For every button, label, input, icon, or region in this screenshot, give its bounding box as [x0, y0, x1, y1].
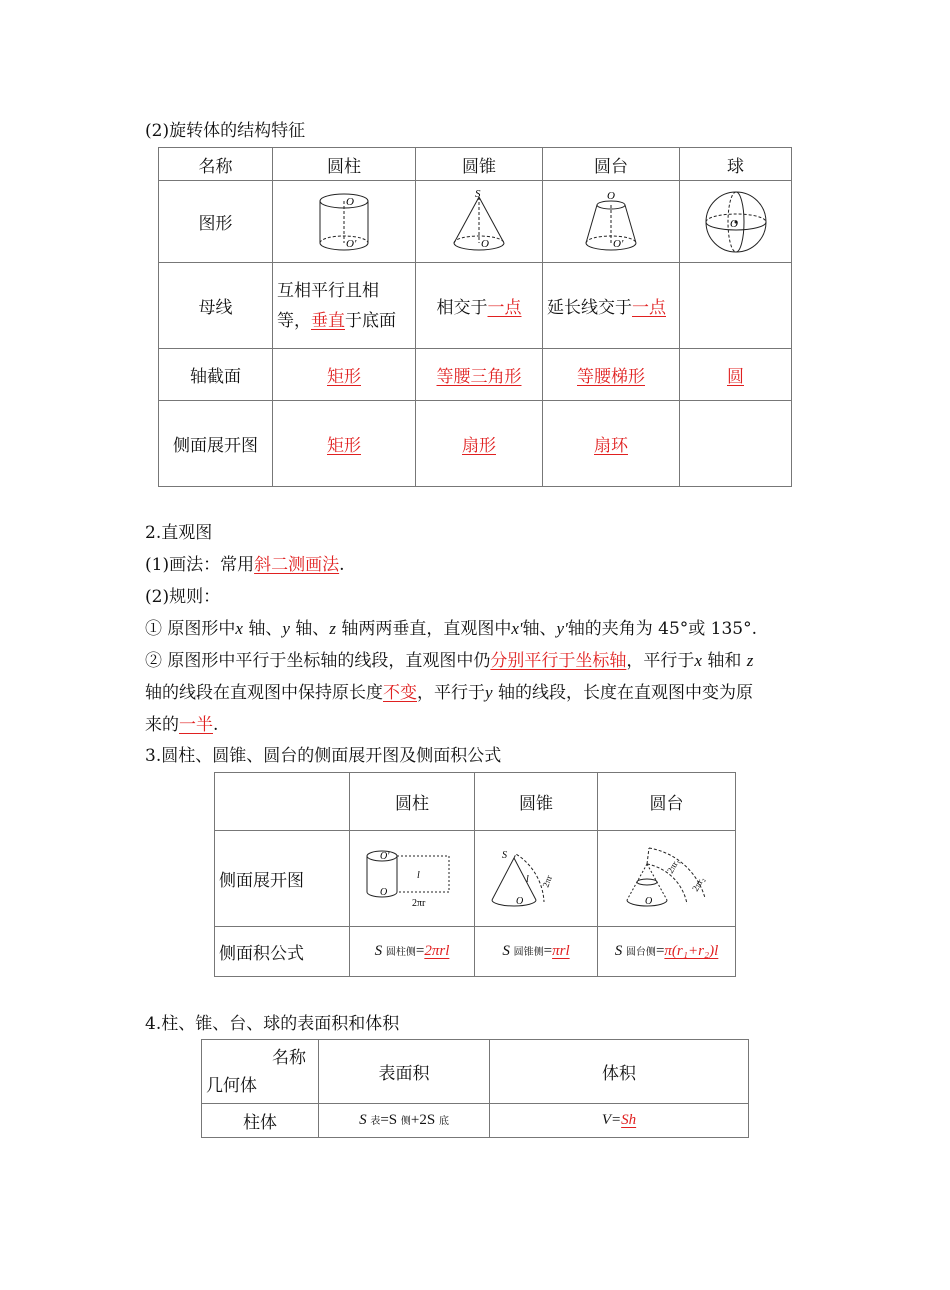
lateral-area-table	[214, 772, 736, 977]
cone-area-formula: S 圆锥侧=πrl	[475, 927, 598, 977]
section-4-title: 4.柱、锥、台、球的表面积和体积	[145, 1014, 400, 1034]
frustum-figure	[543, 181, 680, 263]
cylinder-figure	[273, 181, 416, 263]
header-frustum: 圆台	[598, 773, 736, 831]
sphere-generatrix	[680, 263, 792, 349]
section-heading-rotation: (2)旋转体的结构特征	[145, 121, 306, 141]
answer-blank: πrl	[552, 943, 570, 959]
answer-blank: 扇形	[462, 436, 496, 456]
row-label-axial: 轴截面	[159, 349, 273, 401]
prism-volume-formula: V=Sh	[490, 1104, 749, 1138]
rotation-bodies-table	[158, 147, 792, 487]
svg-text:O': O'	[346, 237, 357, 250]
answer-blank: 矩形	[327, 436, 361, 456]
header-cone: 圆锥	[475, 773, 598, 831]
svg-text:O: O	[607, 189, 615, 202]
header-cone: 圆锥	[416, 148, 543, 181]
row-label-prism: 柱体	[202, 1104, 319, 1138]
section-2-title: 2.直观图	[145, 523, 213, 543]
svg-text:l: l	[526, 873, 529, 885]
svg-text:O: O	[644, 895, 652, 907]
answer-blank: 斜二测画法	[254, 555, 340, 575]
header-volume: 体积	[490, 1040, 749, 1104]
header-frustum: 圆台	[543, 148, 680, 181]
row-label-figure: 图形	[159, 181, 273, 263]
svg-text:O': O'	[613, 237, 624, 250]
header-sphere: 球	[680, 148, 792, 181]
answer-blank: π(r₁+r₂)l	[664, 943, 719, 959]
answer-blank: 一半	[179, 715, 213, 735]
svg-text:O': O'	[380, 850, 390, 862]
svg-text:O: O	[516, 895, 524, 907]
answer-blank: 分别平行于坐标轴	[490, 651, 627, 671]
surface-volume-table	[201, 1039, 749, 1138]
header-cylinder: 圆柱	[273, 148, 416, 181]
sphere-lateral	[680, 401, 792, 487]
header-surface: 表面积	[319, 1040, 490, 1104]
sec2-rule-2-end: 来的一半.	[145, 715, 219, 735]
prism-surface-formula: S 表=S 侧+2S 底	[319, 1104, 490, 1138]
answer-blank: 等腰梯形	[577, 367, 645, 387]
sec2-rule-1: ① 原图形中x 轴、y 轴、z 轴两两垂直，直观图中x'轴、y'轴的夹角为 45°或 135°.	[145, 619, 758, 639]
row-label-generatrix: 母线	[159, 263, 273, 349]
answer-blank: 不变	[383, 683, 417, 703]
svg-text:2πr: 2πr	[412, 897, 426, 909]
svg-text:S: S	[502, 849, 507, 861]
frustum-area-formula: S 圆台侧=π(r₁+r₂)l	[598, 927, 736, 977]
header-cylinder: 圆柱	[350, 773, 475, 831]
svg-text:S: S	[475, 188, 481, 200]
cone-generatrix: 相交于一点	[416, 263, 543, 349]
svg-text:O: O	[346, 195, 354, 208]
sec2-rule-2-cont: 轴的线段在直观图中保持原长度不变，平行于y 轴的线段，长度在直观图中变为原	[145, 683, 753, 703]
svg-text:2πr₂: 2πr₂	[689, 874, 706, 893]
frustum-unfold-figure	[598, 831, 736, 927]
sphere-figure	[680, 181, 792, 263]
answer-blank: 2πrl	[424, 943, 450, 959]
svg-text:O: O	[380, 886, 388, 898]
answer-blank: 矩形	[327, 367, 361, 387]
cylinder-unfold-figure	[350, 831, 475, 927]
sec2-rule-2: ② 原图形中平行于坐标轴的线段，直观图中仍分别平行于坐标轴，平行于x 轴和 z	[145, 651, 754, 671]
svg-text:l: l	[417, 869, 420, 881]
svg-text:O: O	[729, 217, 738, 230]
header-name: 名称	[159, 148, 273, 181]
frustum-generatrix: 延长线交于一点	[543, 263, 680, 349]
corner-header: 名称 几何体	[202, 1040, 319, 1104]
section-3-title: 3.圆柱、圆锥、圆台的侧面展开图及侧面积公式	[145, 746, 502, 766]
sec2-rules: (2)规则：	[145, 587, 221, 607]
svg-text:2πr₁: 2πr₁	[664, 856, 681, 875]
row-label-lateral: 侧面展开图	[159, 401, 273, 487]
answer-blank: 圆	[727, 367, 744, 387]
cone-figure	[416, 181, 543, 263]
svg-text:2πr: 2πr	[540, 873, 554, 889]
cylinder-area-formula: S 圆柱侧=2πrl	[350, 927, 475, 977]
answer-blank: 等腰三角形	[436, 367, 522, 387]
answer-blank: 一点	[632, 298, 666, 318]
sec2-method: (1)画法：常用斜二测画法.	[145, 555, 345, 575]
answer-blank: 扇环	[594, 436, 628, 456]
answer-blank: Sh	[621, 1112, 637, 1128]
row-label-area: 侧面积公式	[215, 927, 350, 977]
answer-blank: 垂直	[311, 310, 345, 331]
cone-unfold-figure	[475, 831, 598, 927]
svg-text:O: O	[481, 237, 489, 250]
row-label-unfold: 侧面展开图	[215, 831, 350, 927]
answer-blank: 一点	[487, 298, 522, 318]
cylinder-generatrix: 互相平行且相 等，垂直于底面	[273, 263, 416, 349]
